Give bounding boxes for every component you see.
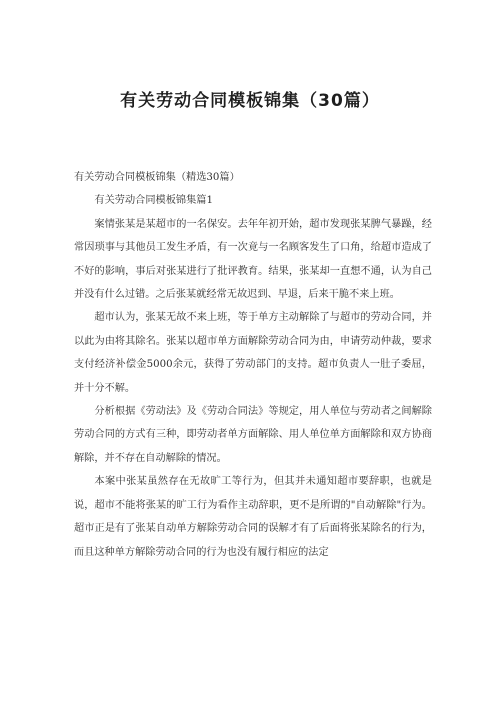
paragraph: 超市认为，张某无故不来上班，等于单方主动解除了与超市的劳动合同，并以此为由将其除名。张某以超市单方面解除劳动合同为由，申请劳动仲裁，要求支付经济补偿金5000余元，获得了劳动部门的支持。超市负责人一肚子委屈，并十分不解。 bbox=[74, 312, 432, 394]
paragraph: 案情张某是某超市的一名保安。去年年初开始，超市发现张某脾气暴躁，经常因琐事与其他员工发生矛盾，有一次竟与一名顾客发生了口角，给超市造成了不好的影响，事后对张某进行了批评教育。结果，张某却一直想不通，认为自己并没有什么过错。之后张某就经常无故迟到、早退，后来干脆不来上班。 bbox=[74, 218, 432, 301]
document-subtitle: 有关劳动合同模板锦集（精选30篇） bbox=[74, 172, 240, 183]
document-title: 有关劳动合同模板锦集（30篇） bbox=[120, 91, 380, 111]
paragraph: 本案中张某虽然存在无故旷工等行为，但其并未通知超市要辞职，也就是说，超市不能将张某的旷工行为看作主动辞职，更不是所谓的"自动解除"行为。超市正是有了张某自动单方解除劳动合同的误解才有了后面将张某除名的行为，而且这种单方解除劳动合同的行为也没有履行相应的法定 bbox=[74, 476, 432, 558]
document-body bbox=[74, 166, 432, 564]
section-heading: 有关劳动合同模板锦集篇1 bbox=[94, 195, 213, 207]
paragraph: 分析根据《劳动法》及《劳动合同法》等规定，用人单位与劳动者之间解除劳动合同的方式有三种，即劳动者单方面解除、用人单位单方面解除和双方协商解除，并不存在自动解除的情况。 bbox=[74, 406, 432, 464]
